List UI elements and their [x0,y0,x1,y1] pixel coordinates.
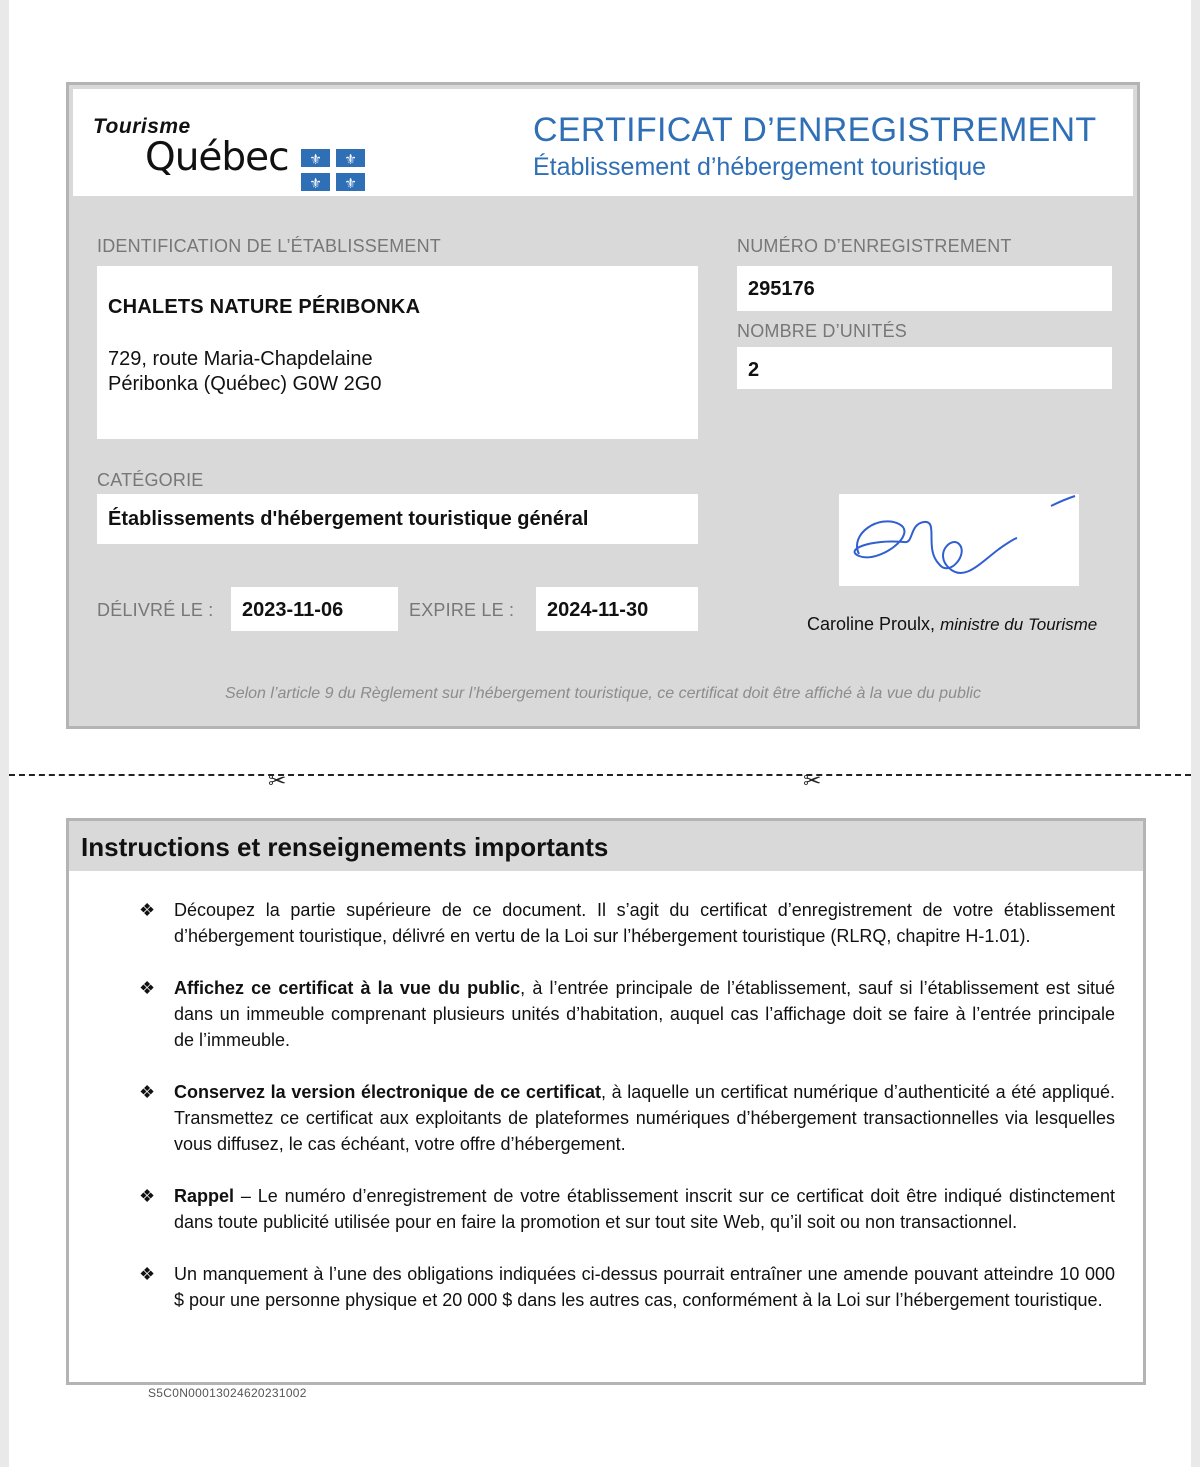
expires-label: EXPIRE LE : [409,600,515,620]
ident-label: IDENTIFICATION DE L’ÉTABLISSEMENT [97,236,441,256]
address-line-1: 729, route Maria-Chapdelaine [108,348,373,370]
category-box [97,494,698,544]
list-item [139,1261,1115,1313]
list-item [139,975,1115,1053]
certificate [66,82,1140,729]
units-value: 2 [748,359,760,381]
expires-box [536,587,698,631]
list-item [139,1183,1115,1235]
item-text: , à l’entrée principale de l’établissement, sauf si l’établissement est situé dans un immeuble comprenant plusieurs unités d’habitation, auquel cas l’affichage doit se faire à l’entrée principale de l’immeuble. [174,978,1115,1050]
signer-title: ministre du Tourisme [940,615,1098,634]
svg-text:⚜: ⚜ [344,152,357,168]
item-bold-text: Affichez ce certificat à la vue du public [174,978,521,998]
establishment-name: CHALETS NATURE PÉRIBONKA [108,296,421,318]
logo-tourisme-text: Tourisme [93,115,191,138]
scissors-icon: ✂ [268,768,287,793]
registration-number-value: 295176 [748,278,815,300]
instructions-panel [66,818,1146,1385]
item-bold-text: Rappel [174,1186,235,1206]
scissors-icon: ✂ [803,768,822,793]
delivered-date: 2023-11-06 [242,599,344,621]
list-item [139,1079,1115,1157]
svg-text:⚜: ⚜ [344,176,357,191]
category-value: Établissements d'hébergement touristique général [108,508,589,530]
item-text: Découpez la partie supérieure de ce document. Il s’agit du certificat d’enregistrement de votre établissement d’hébergement touristique, délivré en vertu de la Loi sur l’hébergement touristique (RLRQ, chapitre H-1.01). [174,900,1115,946]
item-text: , à laquelle un certificat numérique d’authenticité a été appliqué. Transmettez ce certificat aux exploitants de plateformes numériques d’hébergement transactionnelles via lesquelles vous diffusez, le cas échéant, votre offre d’hébergement. [174,1082,1115,1154]
signature-image [839,494,1079,586]
quebec-flag-icon [301,149,365,191]
item-bold-text: Conservez la version électronique de ce certificat [174,1082,601,1102]
svg-text:⚜: ⚜ [309,152,322,168]
units-box [737,347,1112,389]
reference-code: S5C0N00013024620231002 [148,1386,307,1400]
cut-line [9,774,1191,776]
certificate-note: Selon l’article 9 du Règlement sur l’hébergement touristique, ce certificat doit être affiché à la vue du public [225,685,981,702]
units-label: NOMBRE D’UNITÉS [737,321,908,341]
certificate-subtitle: Établissement d’hébergement touristique [533,153,987,181]
logo-quebec-text: Québec [145,135,289,180]
page-edge-left [0,0,9,1467]
expires-date: 2024-11-30 [547,599,649,621]
item-text: Un manquement à l’une des obligations indiquées ci-dessus pourrait entraîner une amende pouvant atteindre 10 000 $ pour une personne physique et 20 000 $ dans les autres cas, conformément à la Loi sur l’hébergement touristique. [174,1264,1115,1310]
delivered-box [231,587,398,631]
page-edge-right [1191,0,1200,1467]
registration-number-label: NUMÉRO D’ENREGISTREMENT [737,236,1012,256]
address-line-2: Péribonka (Québec) G0W 2G0 [108,373,382,395]
signer [807,614,1097,635]
category-label: CATÉGORIE [97,470,204,490]
diamond-bullet-icon: ❖ [139,1082,156,1102]
diamond-bullet-icon: ❖ [139,1186,156,1206]
svg-text:⚜: ⚜ [309,176,322,191]
diamond-bullet-icon: ❖ [139,1264,156,1284]
instructions-header [69,821,1143,871]
list-item [139,897,1115,949]
certificate-title: CERTIFICAT D’ENREGISTREMENT [533,111,1097,149]
signature [839,494,1079,586]
certificate-header [73,89,1133,196]
instructions-title: Instructions et renseignements importants [81,832,609,862]
delivered-label: DÉLIVRÉ LE : [97,600,214,620]
diamond-bullet-icon: ❖ [139,978,156,998]
ident-box [97,266,698,439]
diamond-bullet-icon: ❖ [139,900,156,920]
registration-number-box [737,266,1112,311]
tourisme-quebec-logo [93,111,373,191]
instructions-list [139,897,1115,1339]
signer-name: Caroline Proulx, [807,614,936,634]
item-text: – Le numéro d’enregistrement de votre établissement inscrit sur ce certificat doit être indiqué distinctement dans toute publicité utilisée pour en faire la promotion et sur tout site Web, qu’il soit ou non transactionnel. [174,1186,1115,1232]
